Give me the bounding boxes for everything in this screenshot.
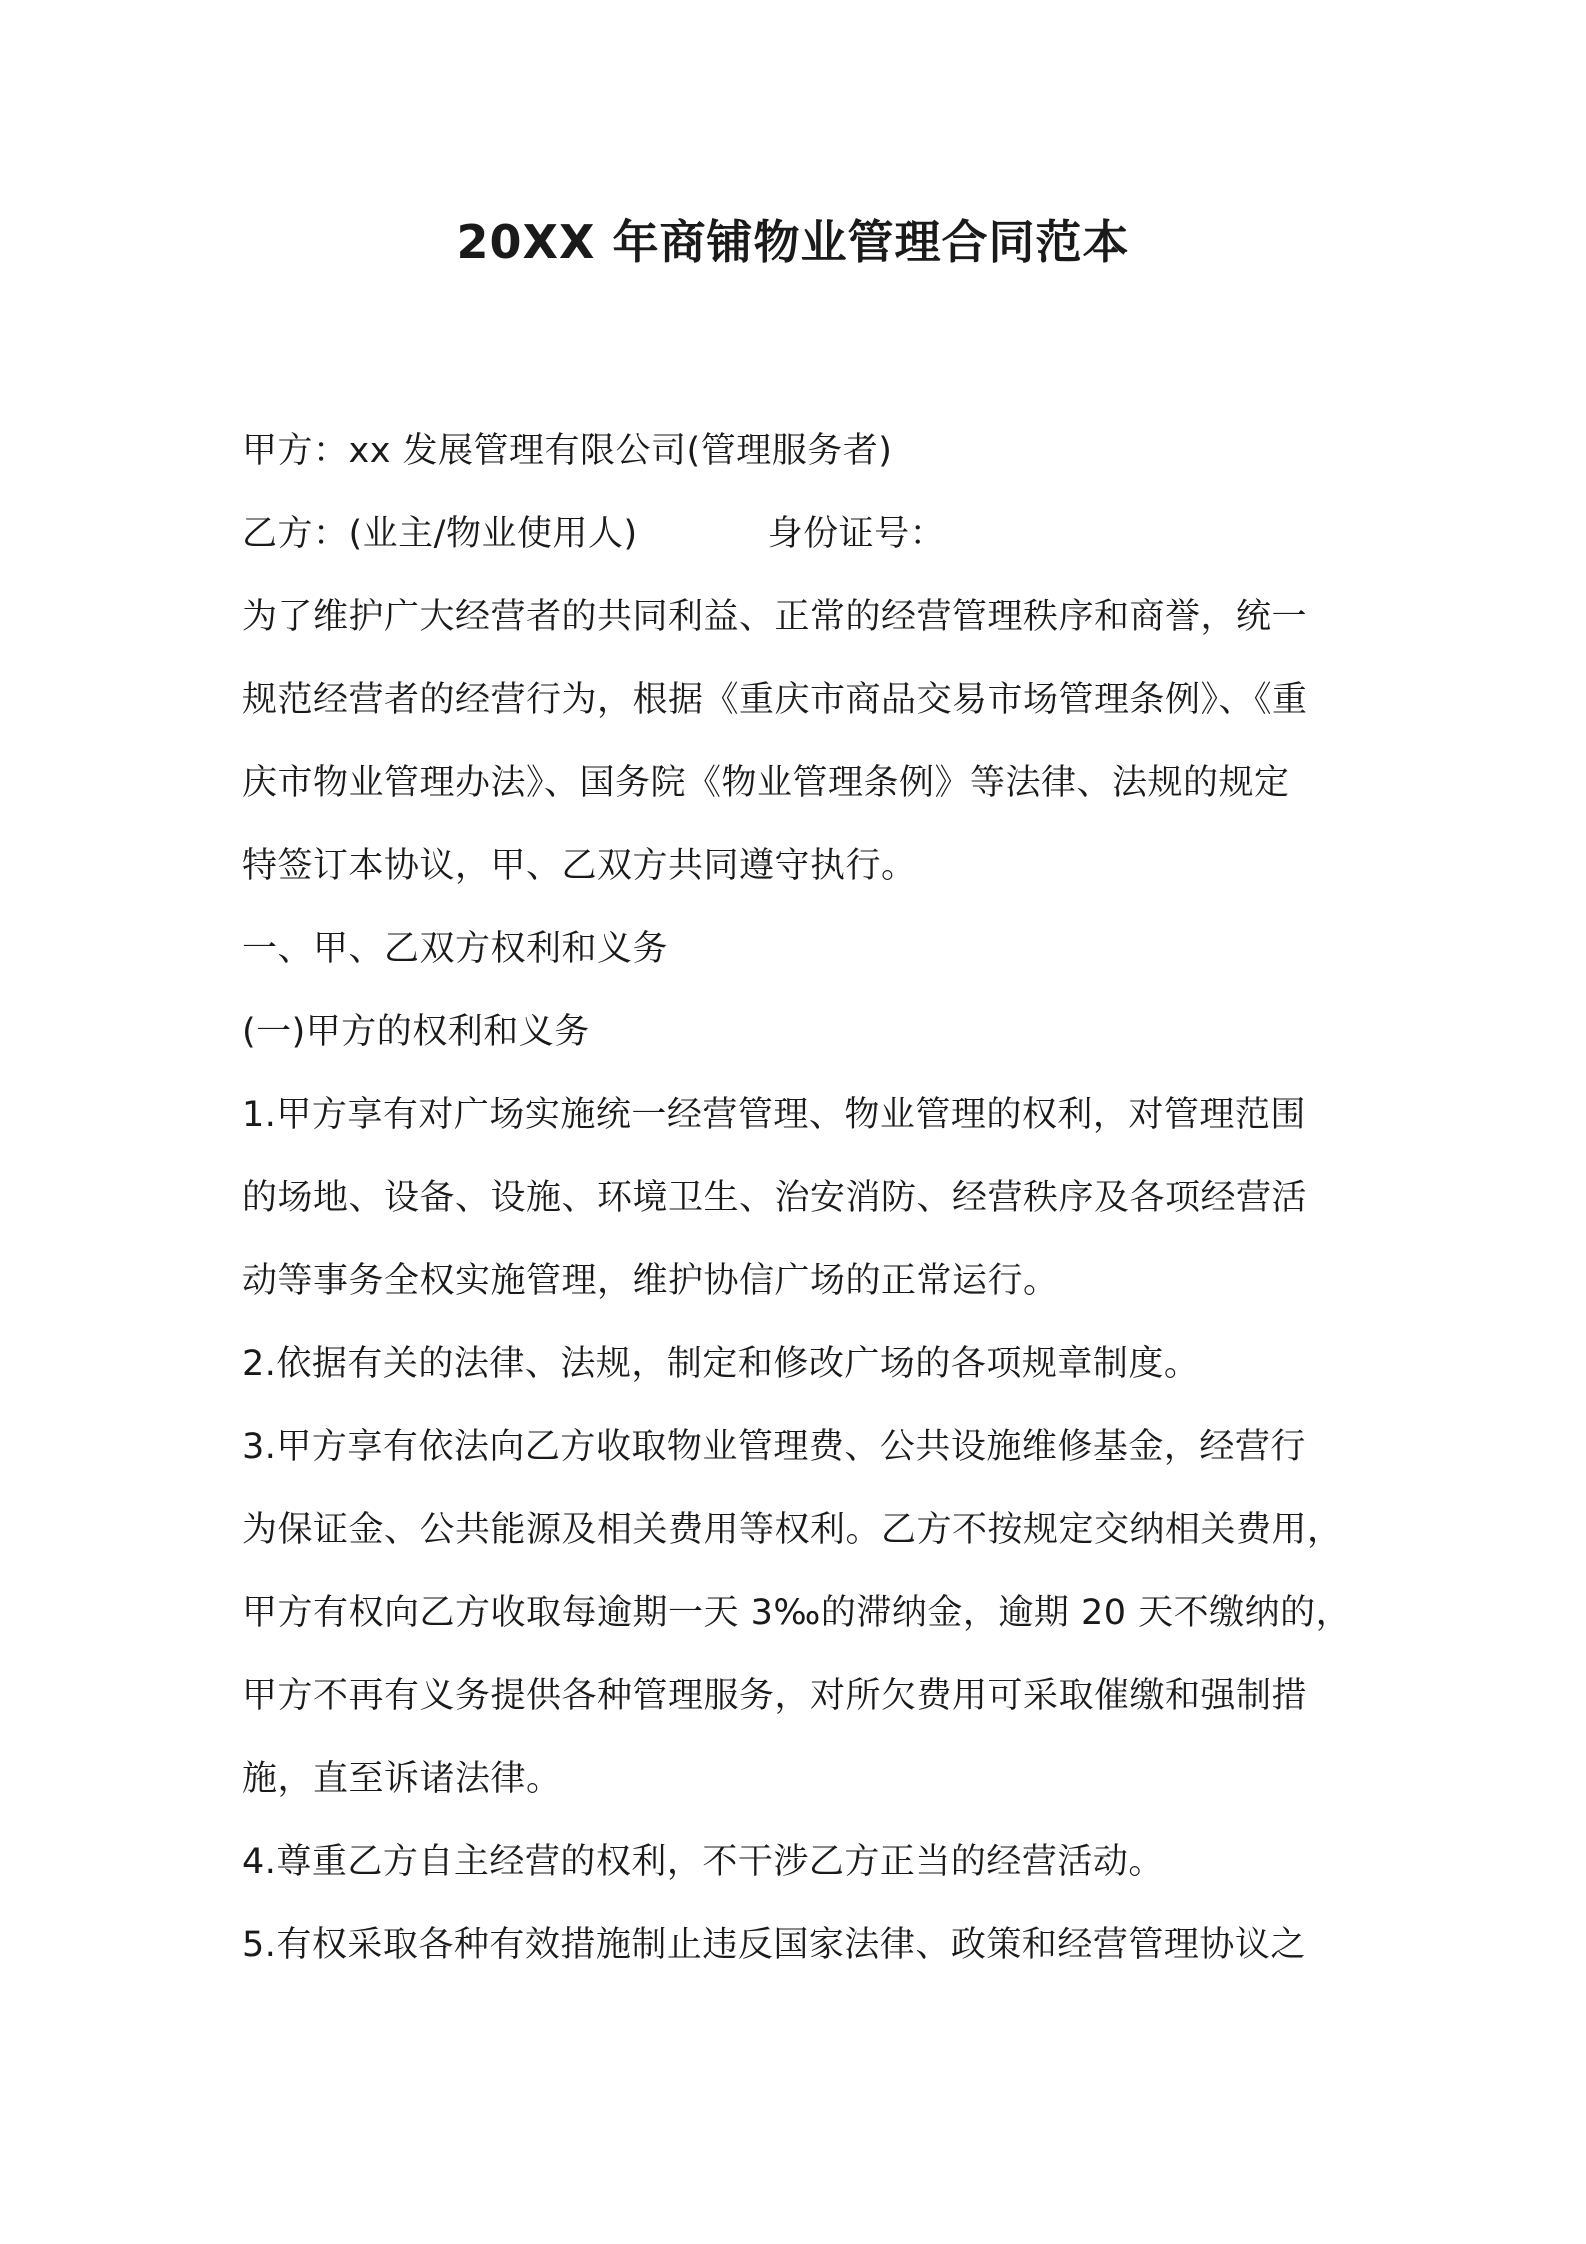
- id-number-label: 身份证号：: [767, 514, 946, 554]
- document-body: [242, 410, 1362, 1987]
- text-line: 3.甲方享有依法向乙方收取物业管理费、公共设施维修基金，经营行: [242, 1427, 1306, 1467]
- party-b-label: 乙方：(业主/物业使用人): [242, 514, 638, 554]
- text-line: 动等事务全权实施管理，维护协信广场的正常运行。: [242, 1261, 1059, 1301]
- text-line: 甲方不再有义务提供各种管理服务，对所欠费用可采取催缴和强制措: [242, 1676, 1308, 1716]
- text-line: 4.尊重乙方自主经营的权利，不干涉乙方正当的经营活动。: [242, 1842, 1164, 1882]
- section-heading: 一、甲、乙双方权利和义务: [242, 929, 669, 969]
- text-line: 2.依据有关的法律、法规，制定和修改广场的各项规章制度。: [242, 1344, 1200, 1384]
- document-title: 20XX 年商铺物业管理合同范本: [456, 215, 1130, 269]
- text-line: 的场地、设备、设施、环境卫生、治安消防、经营秩序及各项经营活: [242, 1178, 1308, 1218]
- text-line: 特签订本协议，甲、乙双方共同遵守执行。: [242, 846, 917, 886]
- party-b-line: [242, 493, 1362, 576]
- text-line: 1.甲方享有对广场实施统一经营管理、物业管理的权利，对管理范围: [242, 1095, 1306, 1135]
- text-line: 甲方有权向乙方收取每逾期一天 3‰的滞纳金，逾期 20 天不缴纳的，: [242, 1593, 1352, 1633]
- text-line: 为了维护广大经营者的共同利益、正常的经营管理秩序和商誉，统一: [242, 597, 1308, 637]
- subsection-heading: (一)甲方的权利和义务: [242, 1012, 590, 1052]
- party-a-line: 甲方：xx 发展管理有限公司(管理服务者): [242, 431, 893, 471]
- text-line: 庆市物业管理办法》、国务院《物业管理条例》等法律、法规的规定: [242, 763, 1290, 803]
- text-line: 施，直至诉诸法律。: [242, 1759, 562, 1799]
- text-line: 5.有权采取各种有效措施制止违反国家法律、政策和经营管理协议之: [242, 1925, 1306, 1965]
- text-line: 为保证金、公共能源及相关费用等权利。乙方不按规定交纳相关费用，: [242, 1510, 1343, 1550]
- text-line: 规范经营者的经营行为，根据《重庆市商品交易市场管理条例》、《重: [242, 680, 1308, 720]
